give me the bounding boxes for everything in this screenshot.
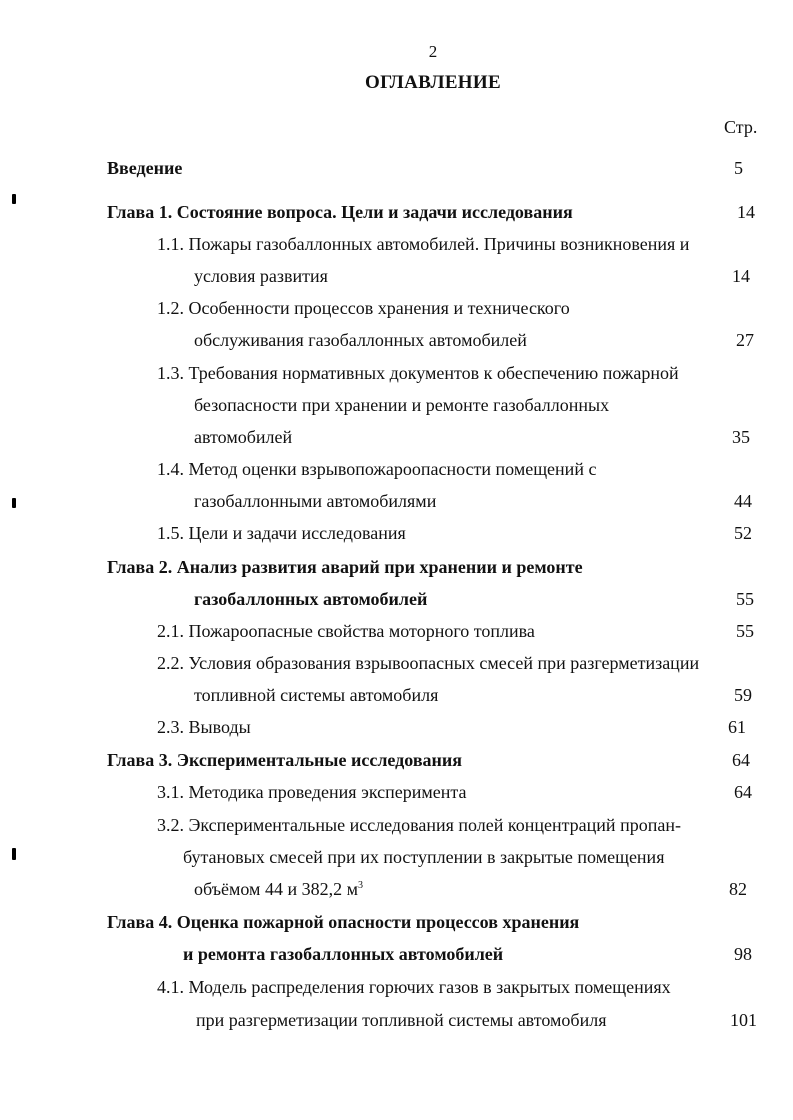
scan-mark	[12, 848, 16, 860]
toc-page: 44	[734, 491, 752, 511]
toc-entry-chapter-cont: газобаллонных автомобилей	[194, 589, 428, 609]
page-column-header: Стр.	[724, 117, 758, 137]
superscript: 3	[357, 880, 363, 891]
toc-entry-section-cont: условия развития	[194, 266, 328, 286]
toc-page: 55	[736, 589, 754, 609]
toc-page: 59	[734, 685, 752, 705]
toc-page: 5	[734, 158, 743, 178]
toc-page: 98	[734, 944, 752, 964]
toc-entry-section-cont: газобаллонными автомобилями	[194, 491, 437, 511]
toc-entry-section: 2.1. Пожароопасные свойства моторного топлива	[157, 621, 535, 641]
toc-entry-section: 1.4. Метод оценки взрывопожароопасности помещений с	[157, 459, 597, 479]
toc-entry-section-cont: безопасности при хранении и ремонте газобаллонных	[194, 395, 610, 415]
toc-entry-section: 3.1. Методика проведения эксперимента	[157, 782, 467, 802]
toc-entry-section: 1.2. Особенности процессов хранения и технического	[157, 298, 570, 318]
toc-page: 14	[732, 266, 750, 286]
toc-page: 82	[729, 879, 747, 899]
toc-entry-section: 4.1. Модель распределения горючих газов в закрытых помещениях	[157, 977, 671, 997]
toc-page: 64	[732, 750, 750, 770]
toc-entry-section: 2.2. Условия образования взрывоопасных смесей при разгерметизации	[157, 653, 700, 673]
toc-page: 27	[736, 330, 754, 350]
toc-entry-section-cont: бутановых смесей при их поступлении в закрытые помещения	[183, 847, 665, 867]
toc-page: 101	[730, 1010, 757, 1030]
toc-page: 55	[736, 621, 754, 641]
toc-page: 52	[734, 523, 752, 543]
toc-entry-section: 1.1. Пожары газобаллонных автомобилей. Причины возникновения и	[157, 234, 690, 254]
toc-entry-section-cont: топливной системы автомобиля	[194, 685, 439, 705]
toc-entry-section-cont	[194, 878, 363, 900]
scan-mark	[12, 498, 16, 508]
toc-page: 64	[734, 782, 752, 802]
toc-entry-section-cont: обслуживания газобаллонных автомобилей	[194, 330, 527, 350]
toc-page: 61	[728, 717, 746, 737]
toc-entry-section: 2.3. Выводы	[157, 717, 251, 737]
document-title: ОГЛАВЛЕНИЕ	[365, 72, 501, 93]
toc-page: 14	[737, 202, 755, 222]
toc-entry-chapter: Глава 4. Оценка пожарной опасности процессов хранения	[107, 912, 580, 932]
scan-mark	[12, 194, 16, 204]
toc-page: 35	[732, 427, 750, 447]
toc-entry-section-cont: при разгерметизации топливной системы автомобиля	[196, 1010, 607, 1030]
toc-entry-text: объёмом 44 и 382,2 м	[194, 879, 358, 899]
toc-entry-chapter: Глава 3. Экспериментальные исследования	[107, 750, 463, 770]
toc-entry-chapter: Глава 2. Анализ развития аварий при хранении и ремонте	[107, 557, 583, 577]
toc-entry-chapter: Глава 1. Состояние вопроса. Цели и задачи исследования	[107, 202, 573, 222]
toc-entry-section: 1.3. Требования нормативных документов к обеспечению пожарной	[157, 363, 679, 383]
toc-entry-section: 1.5. Цели и задачи исследования	[157, 523, 406, 543]
toc-entry-section-cont: автомобилей	[194, 427, 293, 447]
toc-entry-chapter-cont: и ремонта газобаллонных автомобилей	[183, 944, 504, 964]
page-number: 2	[428, 42, 438, 61]
toc-entry-introduction: Введение	[107, 158, 183, 178]
toc-entry-section: 3.2. Экспериментальные исследования полей концентраций пропан-	[157, 815, 681, 835]
